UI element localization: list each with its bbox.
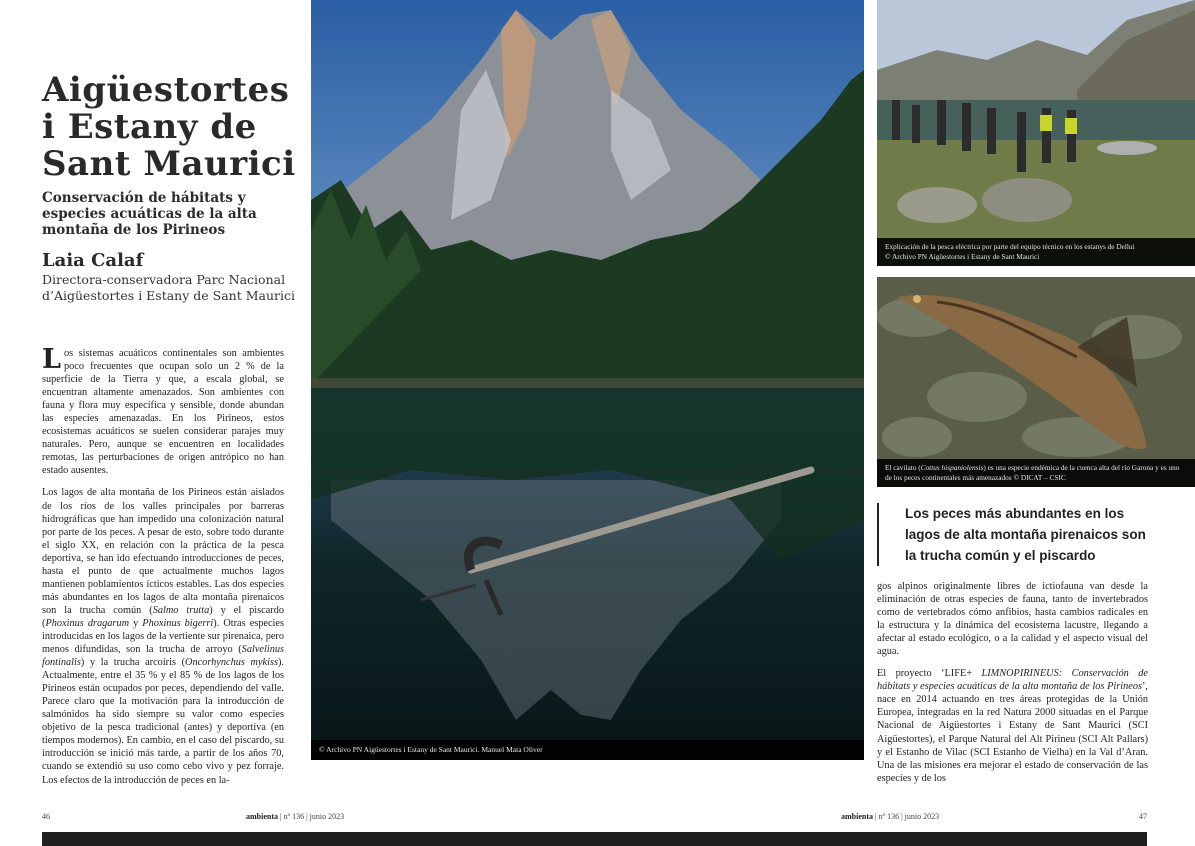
author-role: Directora-conservadora Parc Nacional d’Aigüestortes i Estany de Sant Maurici: [42, 272, 295, 303]
title-line: Sant Maurici: [42, 144, 296, 184]
text-run: Los lagos de alta montaña de los Pirineos están aislados de los ríos de los valles principales por barreras hidrográficas que han impedido una colonización natural por parte de los peces. A pesar de esto, sobre todo durante el siglo XX, en relación con la práctica de la pesca deportiva, se han ido efectuando introducciones de peces, hasta el punto de que actualmente muchos lagos mantienen poblamientos ícticos estables. Las dos especies más abundantes en los lagos de alta montaña pirenaicos son la trucha común (: [42, 487, 284, 616]
mountain-lake-illustration: [311, 0, 864, 760]
paragraph: [42, 344, 284, 477]
issue-info: | nº 136 | junio 2023: [280, 812, 345, 821]
paragraph: [877, 667, 1148, 784]
article-subtitle: Conservación de hábitats y especies acuáticas de la alta montaña de los Pirineos: [42, 190, 257, 238]
page-number-left: 46: [42, 812, 50, 821]
photo-caption: [877, 459, 1195, 487]
species-name: Oncorhynchus mykiss: [185, 657, 278, 669]
species-name: Phoxinus dragarum: [45, 617, 130, 629]
caption-line: © Archivo PN Aigüestortes i Estany de Sant Maurici: [885, 252, 1040, 261]
magazine-name: ambienta: [841, 812, 873, 821]
pull-quote: Los peces más abundantes en los lagos de alta montaña pirenaicos son la trucha común y el piscardo: [877, 503, 1152, 566]
article-title: [42, 70, 296, 184]
footer-masthead-left: [246, 812, 344, 821]
species-name: Cottus hispaniolensis: [920, 463, 984, 472]
title-line: Aigüestortes: [42, 70, 290, 110]
species-name: Salmo trutta: [152, 604, 210, 616]
text-run: ’, nace en 2014 actuando en tres áreas protegidas de la Unión Europea, integradas en la red Natura 2000 situadas en el Parque Nacional de Aigüestortes i Estany de Sant Maurici (SCI Aigüestortes), el Parque Natural del Alt Pirineu (SCI Alt Pallars) y el Estanho de Vilac (SCI Estanho de Vielha) en la Val d’Aran. Una de las misiones era mejorar el estado de conservación de las especies y de los: [877, 681, 1148, 784]
caption-text: ) es una especie endémica de la cuenca alta del río Garona y es uno de los peces continentales más amenazados © DICAT – CSIC: [885, 463, 1180, 482]
author-name: Laia Calaf: [42, 250, 144, 271]
species-name: Salvelinus fontinalis: [42, 644, 284, 669]
text-run: y: [129, 617, 143, 629]
body-column-left: [42, 344, 285, 786]
hero-photo-lake: [311, 0, 864, 760]
footer-masthead-right: [841, 812, 939, 821]
drop-cap: L: [42, 344, 61, 375]
text-run: ) y la trucha arcoíris (: [80, 657, 186, 669]
body-column-right: [877, 580, 1148, 784]
text-run: ). Otras especies introducidas en los lagos de la vertiente sur pirenaica, pero menos difundidas, son la trucha de arroyo (: [42, 617, 284, 656]
title-line: i Estany de: [42, 107, 257, 147]
issue-info: | nº 136 | junio 2023: [875, 812, 940, 821]
text-run: ). Actualmente, entre el 35 % y el 85 % de los lagos de los Pirineos están ocupados por peces, dependiendo del valle. Parece claro que la motivación para la introducción de salmónidos ha sido siempre su valor como especies objetivo de la pesca tradicional (antes) y deportiva (en tiempos modernos). En cambio, en el caso del piscardo, su introducción se inició más tarde, a partir de los años 70, cuando se extendió su uso como cebo vivo y pez forraje. Los efectos de la introducción de peces en la-: [42, 657, 284, 786]
species-name: Phoxinus bigerri: [142, 617, 214, 629]
page-number-right: 47: [1139, 812, 1147, 821]
photo-electric-fishing: [877, 0, 1195, 266]
caption-text: El cavilato (: [885, 463, 921, 472]
paragraph: gos alpinos originalmente libres de ictiofauna van desde la eliminación de otras especies de fauna, tanto de invertebrados como de vertebrados cómo anfibios, hasta cambios radicales en la estructura y la dinámica del ecosistema lacustre, llegando a afectar al estado ecológico, o a la calidad y el aspecto visual del agua.: [877, 581, 1148, 658]
photo-caption: [877, 238, 1195, 266]
project-title: LIMNOPIRINEUS: Conservación de hábitats y especies acuáticas de la alta montaña de los Pirineos: [877, 668, 1148, 693]
fish-illustration: [877, 277, 1195, 487]
field-team-illustration: [877, 0, 1195, 266]
text-run: ) y el piscardo (: [42, 604, 285, 629]
caption-line: Explicación de la pesca eléctrica por parte del equipo técnico en los estanys de Dellui: [885, 242, 1135, 251]
magazine-name: ambienta: [246, 812, 278, 821]
hero-caption: © Archivo PN Aigüestortes i Estany de Sant Maurici. Manuel Mata Oliver: [311, 740, 864, 760]
photo-sculpin-fish: [877, 277, 1195, 487]
text-run: El proyecto ‘LIFE+: [877, 668, 982, 680]
paragraph: [42, 486, 284, 786]
paragraph-text: os sistemas acuáticos continentales son ambientes poco frecuentes que ocupan solo un 2 % de la superficie de la Tierra y que, a escala global, se encuentran altamente amenazados. Son ambientes con fauna y flora muy específica y sensible, donde abundan las especies amenazadas. En los Pirineos, estos ecosistemas acuáticos se suelen considerar parajes muy naturales. Pero, aunque se encuentren en localidades remotas, las perturbaciones de origen antrópico no han estado ausentes.: [42, 348, 284, 477]
footer-bar: [42, 832, 1147, 846]
